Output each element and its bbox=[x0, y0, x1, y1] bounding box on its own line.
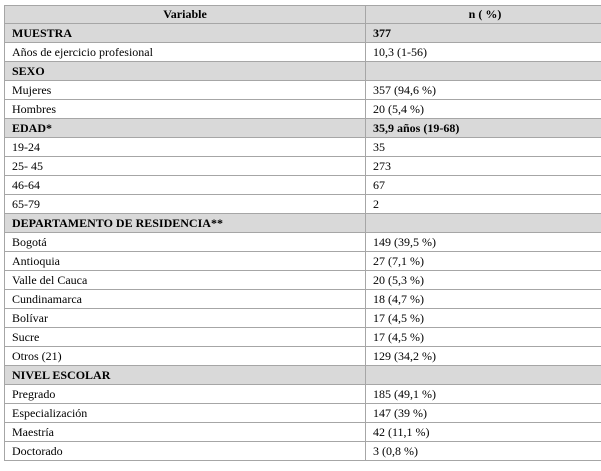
table-row bbox=[5, 233, 601, 252]
row-label: Especialización bbox=[5, 404, 366, 423]
table-row bbox=[5, 252, 601, 271]
table-row bbox=[5, 176, 601, 195]
row-label: Mujeres bbox=[5, 81, 366, 100]
row-value: 67 bbox=[366, 176, 601, 195]
table-row bbox=[5, 309, 601, 328]
table-section-row bbox=[5, 366, 601, 385]
row-value: 27 (7,1 %) bbox=[366, 252, 601, 271]
row-label: Años de ejercicio profesional bbox=[5, 43, 366, 62]
table-body bbox=[5, 24, 601, 461]
row-value: 273 bbox=[366, 157, 601, 176]
row-value: 357 (94,6 %) bbox=[366, 81, 601, 100]
row-value: 3 (0,8 %) bbox=[366, 442, 601, 461]
table-row bbox=[5, 81, 601, 100]
row-value: 35 bbox=[366, 138, 601, 157]
table-row bbox=[5, 157, 601, 176]
table-row bbox=[5, 442, 601, 461]
row-label: Bolívar bbox=[5, 309, 366, 328]
table-row bbox=[5, 404, 601, 423]
row-value: 2 bbox=[366, 195, 601, 214]
row-value bbox=[366, 62, 601, 81]
table-section-row bbox=[5, 62, 601, 81]
table-section-row bbox=[5, 24, 601, 43]
row-value: 147 (39 %) bbox=[366, 404, 601, 423]
row-label: Otros (21) bbox=[5, 347, 366, 366]
row-label: Sucre bbox=[5, 328, 366, 347]
row-label: 25- 45 bbox=[5, 157, 366, 176]
row-value: 20 (5,3 %) bbox=[366, 271, 601, 290]
header-n-percent: n ( %) bbox=[366, 6, 601, 24]
row-label: SEXO bbox=[5, 62, 366, 81]
row-label: 19-24 bbox=[5, 138, 366, 157]
table-row bbox=[5, 347, 601, 366]
table-section-row bbox=[5, 119, 601, 138]
row-label: NIVEL ESCOLAR bbox=[5, 366, 366, 385]
row-label: Antioquia bbox=[5, 252, 366, 271]
table-row bbox=[5, 290, 601, 309]
row-value: 20 (5,4 %) bbox=[366, 100, 601, 119]
row-value: 17 (4,5 %) bbox=[366, 309, 601, 328]
table-row bbox=[5, 328, 601, 347]
demographics-table bbox=[4, 5, 601, 461]
row-label: EDAD* bbox=[5, 119, 366, 138]
row-label: Cundinamarca bbox=[5, 290, 366, 309]
table-row bbox=[5, 100, 601, 119]
row-value: 35,9 años (19-68) bbox=[366, 119, 601, 138]
row-value: 17 (4,5 %) bbox=[366, 328, 601, 347]
row-label: Valle del Cauca bbox=[5, 271, 366, 290]
header-variable: Variable bbox=[5, 6, 366, 24]
row-value: 129 (34,2 %) bbox=[366, 347, 601, 366]
document-page bbox=[4, 5, 601, 461]
row-label: 65-79 bbox=[5, 195, 366, 214]
row-value: 185 (49,1 %) bbox=[366, 385, 601, 404]
row-value: 18 (4,7 %) bbox=[366, 290, 601, 309]
row-label: Bogotá bbox=[5, 233, 366, 252]
row-label: Pregrado bbox=[5, 385, 366, 404]
row-label: Doctorado bbox=[5, 442, 366, 461]
table-header-row bbox=[5, 6, 601, 24]
table-row bbox=[5, 423, 601, 442]
table-row bbox=[5, 138, 601, 157]
row-value: 149 (39,5 %) bbox=[366, 233, 601, 252]
row-value: 42 (11,1 %) bbox=[366, 423, 601, 442]
row-label: Hombres bbox=[5, 100, 366, 119]
row-value bbox=[366, 214, 601, 233]
row-value bbox=[366, 366, 601, 385]
table-row bbox=[5, 271, 601, 290]
table-row bbox=[5, 385, 601, 404]
row-value: 10,3 (1-56) bbox=[366, 43, 601, 62]
row-label: DEPARTAMENTO DE RESIDENCIA** bbox=[5, 214, 366, 233]
row-label: Maestría bbox=[5, 423, 366, 442]
row-label: MUESTRA bbox=[5, 24, 366, 43]
table-section-row bbox=[5, 214, 601, 233]
table-row bbox=[5, 43, 601, 62]
row-label: 46-64 bbox=[5, 176, 366, 195]
table-row bbox=[5, 195, 601, 214]
row-value: 377 bbox=[366, 24, 601, 43]
